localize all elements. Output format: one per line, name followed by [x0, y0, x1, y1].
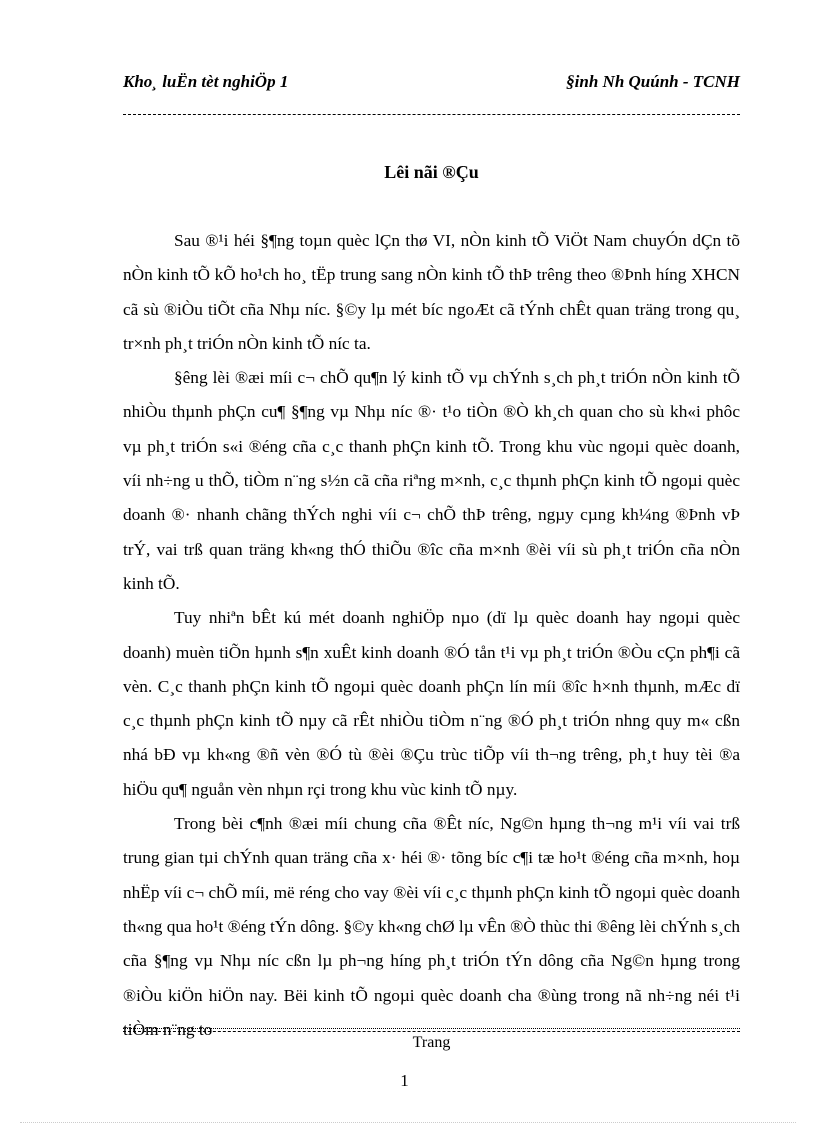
paragraph-3: Tuy nhiªn bÊt kú mét doanh nghiÖp nµo (dï lµ quèc doanh hay ngoµi quèc doanh) muèn tiÕn hµnh s¶n xuÊt kinh doanh ®Ó tån t¹i vµ ph¸t triÓn ®Òu cÇn ph¶i cã vèn. C¸c thanh phÇn kinh tÕ ngoµi quèc doanh phÇn lín míi ®îc h×nh thµnh, mÆc dï c¸c thµnh phÇn kinh tÕ nµy cã rÊt nhiÒu tiÒm n¨ng ®Ó ph¸t triÓn nhng quy m« cßn nhá bÐ vµ kh«ng ®ñ vèn ®Ó tù ®èi ®Çu trùc tiÕp víi th¬ng trêng, ph¸t huy tèi ®a hiÖu qu¶ nguån vèn nhµn rçi trong khu vùc kinh tÕ nµy.	[123, 608, 740, 799]
paragraph-4: Trong bèi c¶nh ®æi míi chung cña ®Êt níc, Ng©n hµng th¬ng m¹i víi vai trß trung gian tµi chÝnh quan träng cña x· héi ®· tõng bíc c¶i tæ ho¹t ®éng cña m×nh, hoµ nhËp víi c¬ chÕ míi, më réng cho vay ®èi víi c¸c thµnh phÇn kinh tÕ ngoµi quèc doanh th«ng qua ho¹t ®éng tÝn dông. §©y kh«ng chØ lµ vÊn ®Ò thùc thi ®êng lèi chÝnh s¸ch cña §¶ng vµ Nhµ níc cßn lµ ph¬ng híng ph¸t triÓn tÝn dông cña Ng©n hµng trong ®iÒu kiÖn hiÖn nay. Bëi kinh tÕ ngoµi quèc doanh cha ®ùng trong nã nh÷ng néi t¹i tiÒm n¨ng to	[123, 814, 740, 1039]
paragraph-2: §êng lèi ®æi míi c¬ chÕ qu¶n lý kinh tÕ vµ chÝnh s¸ch ph¸t triÓn nÒn kinh tÕ nhiÒu thµnh phÇn cu¶ §¶ng vµ Nhµ níc ®· t¹o tiÒn ®Ò kh¸ch quan cho sù kh«i phôc vµ ph¸t triÓn s«i ®éng cña c¸c thanh phÇn kinh tÕ. Trong khu vùc ngoµi quèc doanh, víi nh÷ng u thÕ, tiÒm n¨ng s½n cã cña riªng m×nh, c¸c thµnh phÇn kinh tÕ ngoµi quèc doanh ®· nhanh chãng thÝch nghi víi c¬ chÕ thÞ trêng, ngµy cµng kh¼ng ®Þnh vÞ trÝ, vai trß quan träng kh«ng thÓ thiÕu ®îc cña m×nh ®èi víi sù ph¸t triÓn cña nÒn kinh tÕ.	[123, 368, 740, 593]
header-right-text: §inh Nh Quúnh - TCNH	[566, 72, 740, 91]
header-divider	[123, 114, 740, 115]
footer-divider-dotted	[123, 1028, 740, 1029]
footer-page-number: 1	[400, 1071, 409, 1090]
paragraph-1: Sau ®¹i héi §¶ng toµn quèc lÇn thø VI, nÒn kinh tÕ ViÖt Nam chuyÓn dÇn tõ nÒn kinh tÕ kÕ ho¹ch ho¸ tËp trung sang nÒn kinh tÕ thÞ trêng theo ®Þnh híng XHCN cã sù ®iÒu tiÕt cña Nhµ níc. §©y lµ mét bíc ngoÆt cã tÝnh chÊt quan träng trong qu¸ tr×nh ph¸t triÓn nÒn kinh tÕ níc ta.	[123, 231, 740, 353]
footer-page-label: Trang	[412, 1034, 451, 1051]
page-title: Lêi nãi ®Çu	[384, 162, 479, 182]
document-body	[123, 224, 740, 1047]
footer-divider-dashed	[123, 1031, 740, 1032]
header-left-text: Kho¸ luËn tèt nghiÖp 1	[123, 72, 289, 91]
